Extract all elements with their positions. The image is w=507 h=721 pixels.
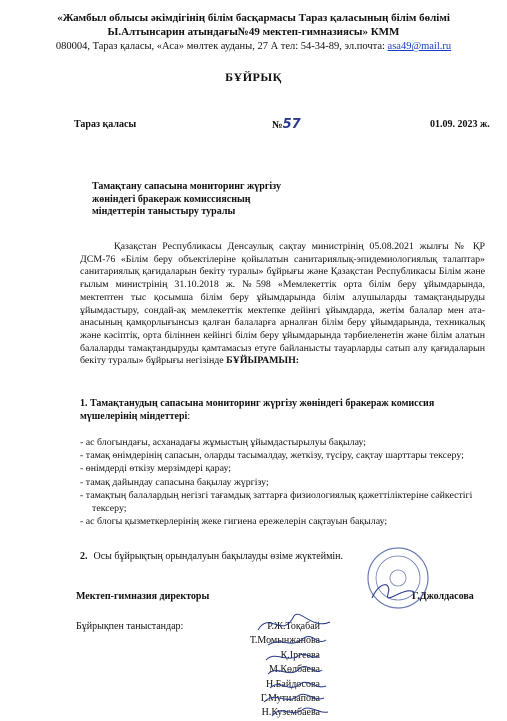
signer-name: Н.Кузембаева xyxy=(261,707,320,719)
section-1-colon: : xyxy=(187,410,191,422)
signer-name: Қ.Іргеева xyxy=(280,649,320,661)
signer-name: Р.Ж.Тоқабай xyxy=(267,621,320,632)
email-link[interactable]: asa49@mail.ru xyxy=(387,41,452,52)
signer-name: Т.Момынжанова xyxy=(249,635,320,647)
ack-signatures xyxy=(258,614,330,716)
director-position: Мектеп-гимназия директоры xyxy=(76,591,210,602)
director-name: Г.Джолдасова xyxy=(412,591,474,602)
list-item: - ас блогындағы, асханадағы жұмыстың ұйымдастырылуы бақылау; xyxy=(80,437,367,448)
section-1-heading-text: 1. Тамақтанудың сапасына мониторинг жүргізу жөніндегі бракераж комиссия мүшелерінің міндеттері xyxy=(80,398,435,422)
section-2-text: Осы бұйрықтың орындалуын бақылауды өзіме жүктеймін. xyxy=(93,551,344,562)
command-word: БҰЙЫРАМЫН: xyxy=(226,355,300,367)
document-type: БҰЙРЫҚ xyxy=(225,70,282,84)
director-signature xyxy=(372,585,414,598)
header-line-2: Ы.Алтынсарин атындағы№49 мектеп-гимназиясы» КММ xyxy=(107,26,400,38)
address-text: 080004, Тараз қаласы, «Аса» мөлтек ауданы, 27 А тел: 54-34-89, эл.почта: xyxy=(55,41,388,52)
signer-name: Г.Мутилапова xyxy=(260,693,320,705)
list-item: - өнімдерді өткізу мерзімдері қарау; xyxy=(80,463,232,475)
list-item: - тамақ өнімдерінің сапасын, оларды тасымалдау, жеткізу, түсіру, сақтау шарттары тексеру; xyxy=(80,450,464,462)
city-label: Тараз қаласы xyxy=(74,119,137,130)
signer-name: М.Көлбаева xyxy=(268,664,320,676)
order-date: 01.09. 2023 ж. xyxy=(430,119,490,130)
list-item: - тамақтың балалардың негізгі тағамдық заттарға физиологиялық қажеттіліктеріне сәйкестігі тексеру; xyxy=(80,489,473,515)
header-line-1: «Жамбыл облысы әкімдігінің білім басқармасы Тараз қаласының білім бөлімі xyxy=(57,12,450,24)
number-label: № xyxy=(272,120,283,131)
signer-name: Н.Байдосова xyxy=(265,678,320,690)
preamble-text: Қазақстан Республикасы Денсаулық сақтау министрінің 05.08.2021 жылғы № ҚР ДСМ-76 «Білім беру объектілеріне қойылатын санитариялық-эпидемиологиялық талаптар» санитариялық қағидаларын бекіту туралы» бұйрығы және Қазақстан Республикасы Білім және ғылым министрінің 31.10.2018 ж. №598 «Мемлекеттік орта білім беру ұйымдарында, мектептен тыс қосымша білім беру ұйымдарында білім алушыларды тамақтандыруды ұйымдастыру, сондай-ақ мемлекеттік мектепке дейінгі ұйымдарда, жетім балалар мен ата-анасының қамқорлығынсыз қалған балаларға арналған білім беру ұйымдарында, техникалық және кәсіптік, орта біліннен кейінгі білім беру ұйымдарында тәрбиеленетін және білім алатын балаларды тамақтандыруды қамтамасыз етуге байланысты тауарларды сатып алу қағидаларын бекіту туралы» бұйрығы негізінде xyxy=(80,241,485,367)
list-item: - ас блогы қызметкерлерінің жеке гигиена ережелерін сақтауын бақылау; xyxy=(80,516,388,528)
official-stamp xyxy=(368,548,428,608)
acknowledgment-label: Бұйрықпен таныстандар: xyxy=(76,621,184,632)
section-2-number: 2. xyxy=(80,551,88,562)
number-handwritten: 57 xyxy=(282,117,301,132)
document-title: Тамақтану сапасына мониторинг жүргізу жөніндегі бракераж комиссиясның міндеттерін таныстыру туралы xyxy=(92,181,281,217)
list-item: - тамақ дайындау сапасына бақылау жүргізу; xyxy=(80,476,269,488)
